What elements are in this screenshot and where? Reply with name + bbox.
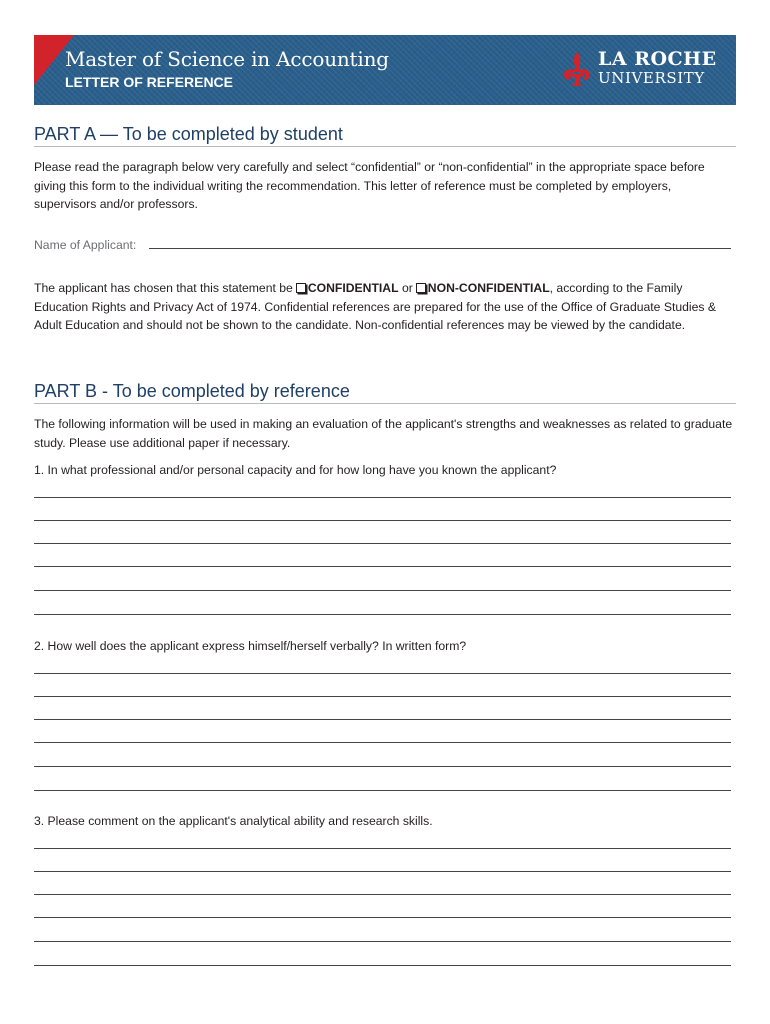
question-2: 2. How well does the applicant express himself/herself verbally? In written form?: [34, 639, 467, 653]
non-confidential-option-label: NON-CONFIDENTIAL: [427, 281, 550, 295]
statement-rest: , according to the Family Education Rights and Privacy Act of 1974. Confidential references are prepared for the use of the Office of Graduate Studies & Adult Education and should not be shown to the candidate. Non-confidential references may be viewed by the candidate.: [34, 281, 716, 332]
part-b-heading: PART B - To be completed by reference: [34, 381, 736, 404]
confidential-checkbox[interactable]: [296, 283, 306, 293]
answer-line-1-4[interactable]: [34, 566, 731, 567]
answer-line-3-3[interactable]: [34, 894, 731, 895]
question-3: 3. Please comment on the applicant's analytical ability and research skills.: [34, 814, 433, 828]
document-title: LETTER OF REFERENCE: [65, 74, 234, 90]
part-b-intro: The following information will be used in making an evaluation of the applicant's strengths and weaknesses as related to graduate study. Please use additional paper if necessary.: [34, 417, 733, 450]
answer-line-1-2[interactable]: [34, 520, 731, 521]
header-banner: [34, 35, 736, 105]
applicant-label: [34, 236, 136, 255]
non-confidential-checkbox[interactable]: [416, 283, 426, 293]
logo-wordmark-top: LA ROCHE: [598, 48, 717, 70]
answer-line-2-3[interactable]: [34, 719, 731, 720]
logo-wordmark-bottom: UNIVERSITY: [598, 69, 705, 87]
answer-line-3-5[interactable]: [34, 941, 731, 942]
applicant-label-text: Name of Applicant:: [34, 238, 137, 252]
answer-line-2-6[interactable]: [34, 790, 731, 791]
part-a-heading: PART A — To be completed by student: [34, 124, 736, 147]
answer-line-1-5[interactable]: [34, 590, 731, 591]
answer-line-1-3[interactable]: [34, 543, 731, 544]
fleur-de-lis-icon: [562, 50, 592, 88]
answer-line-2-2[interactable]: [34, 696, 731, 697]
confidentiality-statement: [34, 279, 734, 335]
part-a-instructions: Please read the paragraph below very carefully and select “confidential” or “non-confidential” in the appropriate space before giving this form to the individual writing the recommendation. This letter of reference must be completed by employers, supervisors and/or professors.: [34, 160, 705, 211]
question-1: 1. In what professional and/or personal capacity and for how long have you known the applicant?: [34, 463, 557, 477]
answer-line-2-1[interactable]: [34, 673, 731, 674]
program-title: Master of Science in Accounting: [65, 47, 389, 71]
statement-intro: The applicant has chosen that this statement be: [34, 281, 293, 295]
answer-line-3-1[interactable]: [34, 848, 731, 849]
applicant-name-field[interactable]: [149, 248, 731, 249]
confidential-option-label: CONFIDENTIAL: [307, 281, 399, 295]
answer-line-3-6[interactable]: [34, 965, 731, 966]
answer-line-1-1[interactable]: [34, 497, 731, 498]
answer-line-3-4[interactable]: [34, 917, 731, 918]
answer-line-2-4[interactable]: [34, 742, 731, 743]
answer-line-3-2[interactable]: [34, 871, 731, 872]
answer-line-1-6[interactable]: [34, 614, 731, 615]
or-word: or: [401, 281, 413, 295]
answer-line-2-5[interactable]: [34, 766, 731, 767]
university-logo: [562, 50, 722, 92]
